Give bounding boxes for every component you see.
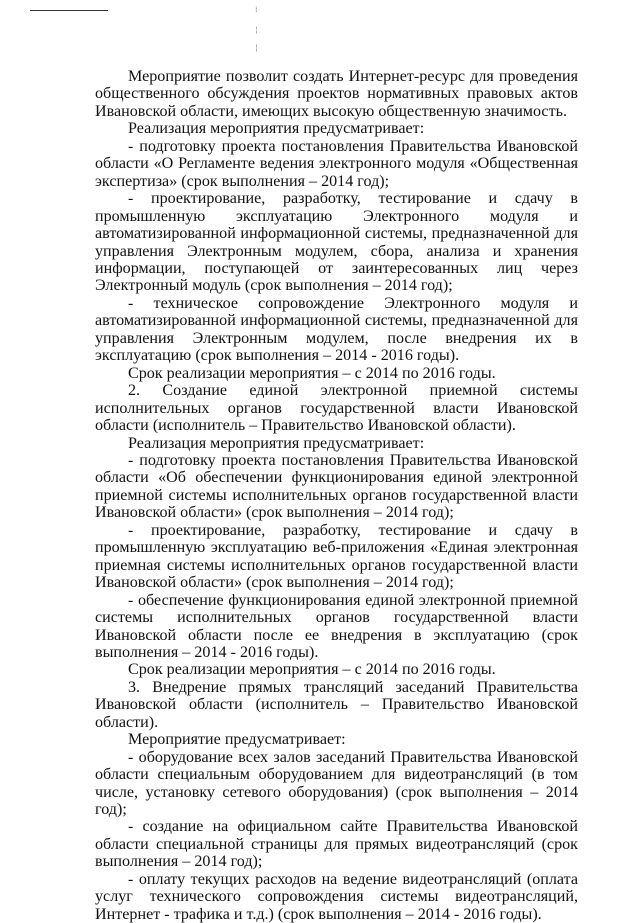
scan-mark: ¦ bbox=[255, 25, 258, 34]
paragraph: Мероприятие предусматривает: bbox=[128, 731, 346, 749]
list-item: - создание на официальном сайте Правительства Ивановской области специальной страницы для прямых видеотрансляций (срок выполнения – 2014 год); bbox=[95, 818, 578, 871]
paragraph: Срок реализации мероприятия – с 2014 по 2016 годы. bbox=[128, 661, 496, 679]
scan-mark: ¦ bbox=[255, 43, 258, 52]
paragraph: Реализация мероприятия предусматривает: bbox=[128, 434, 425, 452]
list-item: - оборудование всех залов заседаний Правительства Ивановской области специальным оборудованием для видеотрансляций (в том числе, установку сетевого оборудования) (срок выполнения – 2014 год); bbox=[95, 748, 578, 819]
list-item: - обеспечение функционирования единой электронной приемной системы исполнительных органов государственной власти Ивановской области после ее внедрения в эксплуатацию (срок выполнения – 2014 - 2016 годы). bbox=[95, 591, 578, 661]
list-item: - проектирование, разработку, тестирование и сдачу в промышленную эксплуатацию веб-приложения «Единая электронная приемная системы исполнительных органов государственной власти Ивановской области» (срок выполнения – 2014 год); bbox=[95, 521, 578, 592]
paragraph: Реализация мероприятия предусматривает: bbox=[128, 120, 425, 138]
paragraph: Срок реализации мероприятия – с 2014 по 2016 годы. bbox=[128, 364, 496, 382]
section-heading: 2. Создание единой электронной приемной системы исполнительных органов государственной власти Ивановской области (исполнитель – Правительство Ивановской области). bbox=[95, 382, 578, 435]
scan-mark: ⁞ bbox=[255, 5, 258, 14]
list-item: - проектирование, разработку, тестирование и сдачу в промышленную эксплуатацию Электронного модуля и автоматизированной информационной системы, предназначенной для управления Электронным модулем, сбора, анализа и хранения информации, поступающей от заинтересованных лиц через Электронный модуль (срок выполнения – 2014 год); bbox=[95, 190, 578, 295]
list-item: - подготовку проекта постановления Правительства Ивановской области «О Регламенте ведения электронного модуля «Общественная экспертиза» (срок выполнения – 2014 год); bbox=[95, 137, 578, 190]
section-heading: 3. Внедрение прямых трансляций заседаний Правительства Ивановской области (исполнитель – Правительство Ивановской области). bbox=[95, 678, 578, 731]
top-rule bbox=[30, 10, 108, 11]
document-body bbox=[95, 68, 578, 923]
list-item: - оплату текущих расходов на ведение видеотрансляций (оплата услуг технического сопровождения системы видеотрансляций, Интернет - трафика и т.д.) (срок выполнения – 2014 - 2016 годы). bbox=[95, 870, 578, 923]
paragraph: Мероприятие позволит создать Интернет-ресурс для проведения общественного обсуждения проектов нормативных правовых актов Ивановской области, имеющих высокую общественную значимость. bbox=[95, 68, 578, 120]
list-item: - техническое сопровождение Электронного модуля и автоматизированной информационной системы, предназначенной для управления Электронным модулем, после внедрения их в эксплуатацию (срок выполнения – 2014 - 2016 годы). bbox=[95, 294, 578, 365]
list-item: - подготовку проекта постановления Правительства Ивановской области «Об обеспечении функционирования единой электронной приемной системы исполнительных органов государственной власти Ивановской области» (срок выполнения – 2014 год); bbox=[95, 451, 578, 522]
